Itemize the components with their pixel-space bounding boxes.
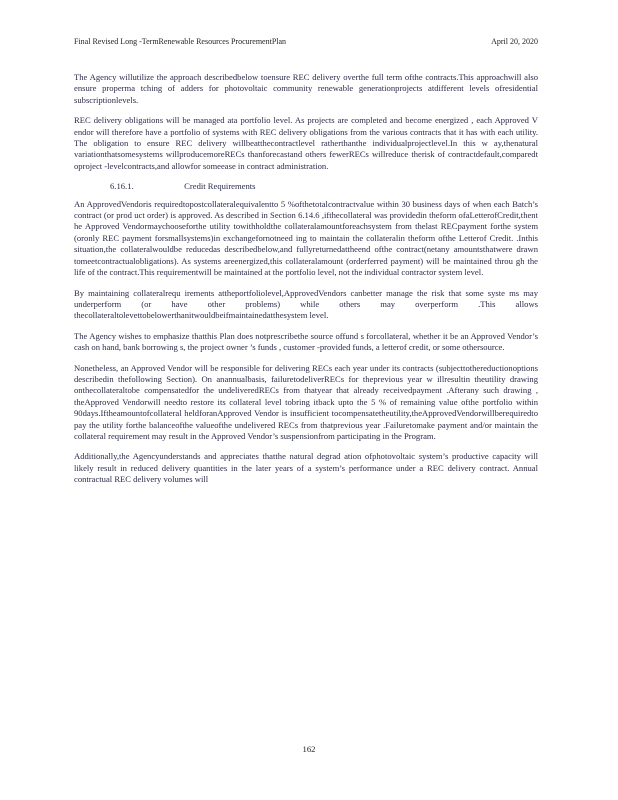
paragraph: REC delivery obligations will be managed ata portfolio level. As projects are completed and become energized , each Approved V endor will therefore have a portfolio of systems with REC delivery obligations from the various contracts that it has with each utility. The obligation to ensure REC delivery willbeatthecontractlevel ratherthanthe individualprojectlevel.In this w ay,thenatural variationthatsomesystems willproducemoreRECs thanforecastand others fewerRECs willreduce therisk of contractdefault,comparedt oproject -levelcontracts,and allowfor someease in contract administration. bbox=[74, 115, 538, 171]
header-title: Final Revised Long -TermRenewable Resources ProcurementPlan bbox=[74, 37, 287, 46]
header-date: April 20, 2020 bbox=[491, 37, 538, 46]
paragraph: An ApprovedVendoris requiredtopostcollateralequivalentto 5 %ofthetotalcontractvalue within 30 business days of when each Batch’s contract (or prod uct order) is approved. As described in Section 6.14.6 ,ifthecollateral was providedin theform ofaLetterofCredit,thent he Approved Vendormaychooseforthe utility towithholdthe collateralamountforeachsystem from thelast RECpayment forthe system (oronly REC payment forsmallsystems)in exchangefornotneed ing to maintain the collateralin theform ofthe Letterof Credit. .Inthis situation,the collateralwouldbe reducedas describedbelow,and fullyreturnedattheend ofthe contract(netany amountsthatwere drawn tomeetcontractualobligations). As systems areenergized,this collateralamount (orderferred payment) will be maintained throu gh the life of the contract.This requirementwill be maintained at the portfolio level, not the individual contractor system level. bbox=[74, 198, 538, 278]
paragraph: Nonetheless, an Approved Vendor will be responsible for delivering RECs each year under its contracts (subjecttothereductionoptions describedin thefollowing Section). On anannualbasis, failuretodeliverRECs for theprevious year w illresultin theutility drawing onthecollateraltobe compensatedfor the undeliveredRECs from thatyear that already receivedpayment .Afterany such drawing , theApproved Vendorwill needto restore its collateral level tobring itback upto the 5 % of remaining value ofthe portfolio within 90days.Iftheamountofcollateral heldforanApproved Vendor is insufficient tocompensatetheutility,theApprovedVendorwillberequiredto pay the utility forthe balanceofthe valueofthe undelivered RECs from thatprevious year .Failuretomake payment and/or maintain the collateral requirement may result in the Approved Vendor’s suspensionfrom participating in the Program. bbox=[74, 362, 538, 441]
paragraph: Additionally,the Agencyunderstands and appreciates thatthe natural degrad ation ofphotovoltaic system’s productive capacity will likely result in reduced delivery quantities in the later years of a system’s performance under a REC delivery contract. Annual contractual REC delivery volumes will bbox=[74, 451, 538, 485]
document-body bbox=[74, 72, 538, 495]
section-heading bbox=[110, 181, 538, 192]
section-title: Credit Requirements bbox=[184, 181, 256, 192]
paragraph: The Agency wishes to emphasize thatthis Plan does notprescribethe source offund s forcollateral, whether it be an Approved Vendor’s cash on hand, bank borrowing s, the project owner ’s funds , customer -provided funds, a letterof credit, or some othersource. bbox=[74, 330, 538, 353]
page-number: 162 bbox=[302, 744, 316, 754]
paragraph: By maintaining collateralrequ irements attheportfoliolevel,ApprovedVendors canbetter manage the risk that some syste ms may underperform (or have other problems) while others may overperform .This allows thecollateraltolevettobelowerthanitwouldbeifmaintainedatthesystem level. bbox=[74, 287, 538, 321]
paragraph: The Agency willutilize the approach describedbelow toensure REC delivery overthe full term ofthe contracts.This approachwill also ensure properma tching of adders for photovoltaic community renewable generationprojects atdifferent levels ofresidential subscriptionlevels. bbox=[74, 72, 538, 105]
section-number: 6.16.1. bbox=[110, 181, 134, 192]
